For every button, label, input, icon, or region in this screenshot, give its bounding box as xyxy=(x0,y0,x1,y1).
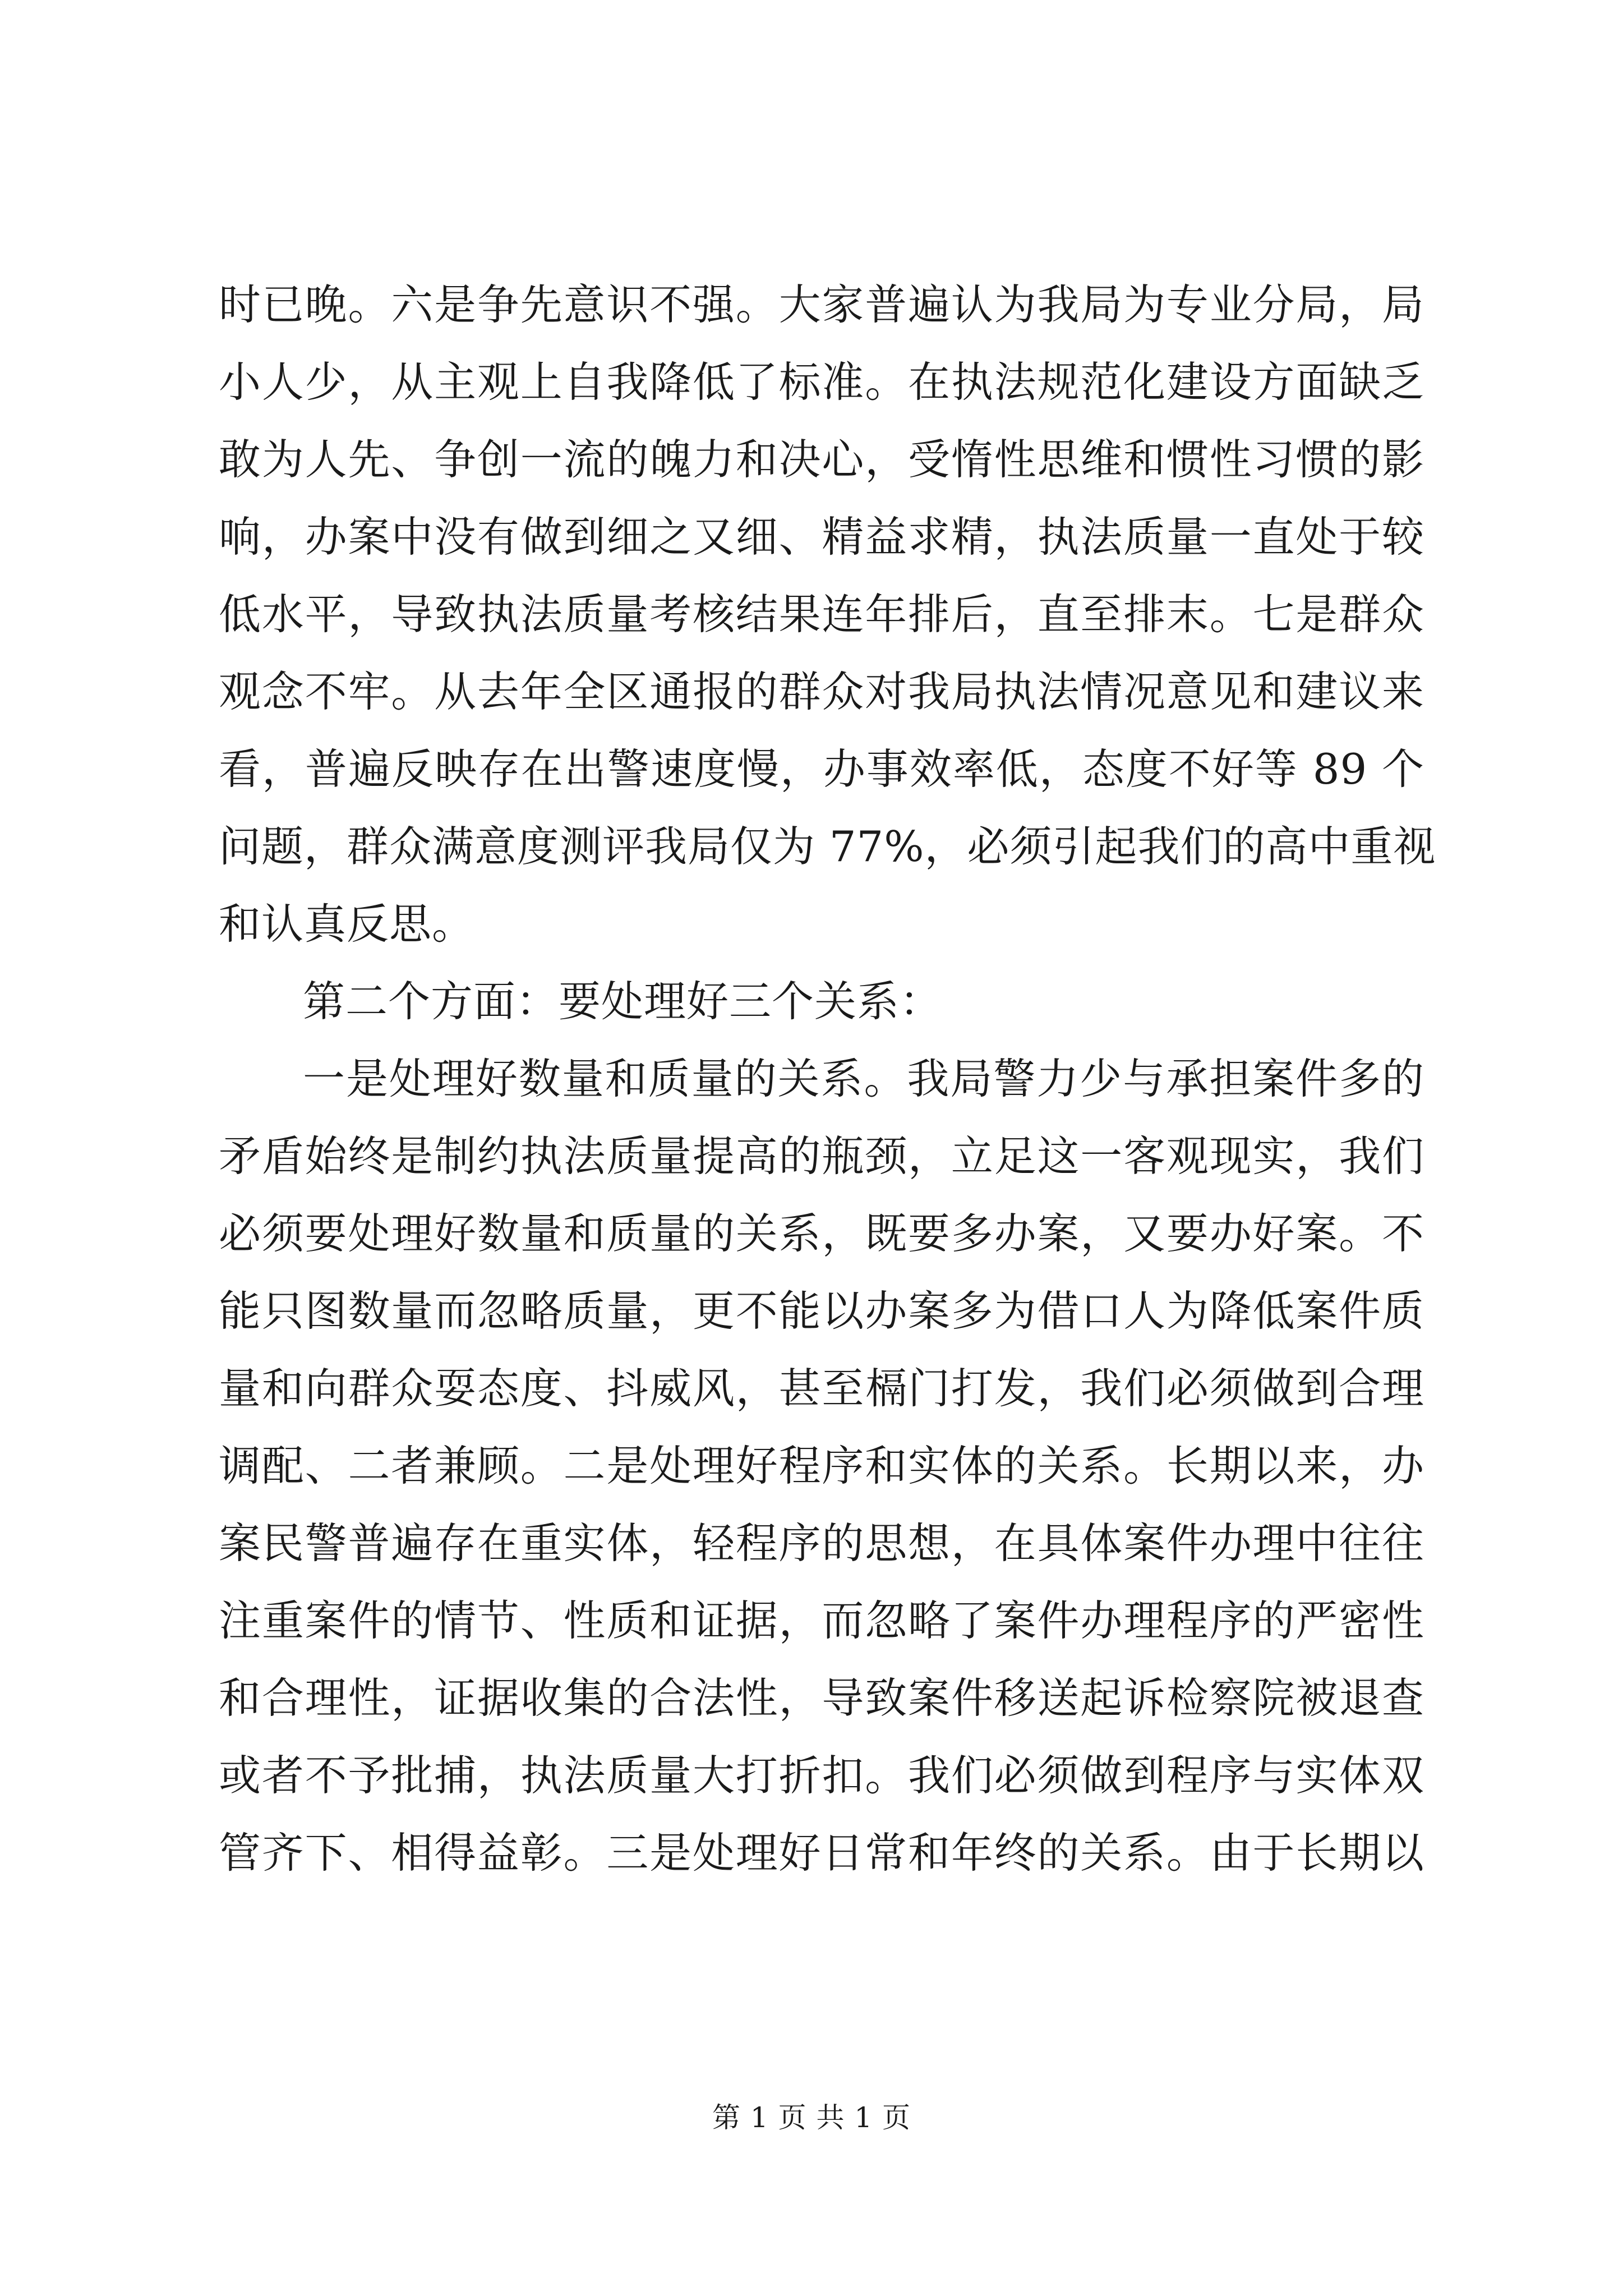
text-line: 管齐下、相得益彰。三是处理好日常和年终的关系。由于长期以 xyxy=(219,1828,1424,1878)
text-line: 量和向群众耍态度、抖威风，甚至槅门打发，我们必须做到合理 xyxy=(219,1364,1424,1413)
section-heading: 第二个方面：要处理好三个关系： xyxy=(303,977,943,1026)
text-line: 和合理性，证据收集的合法性，导致案件移送起诉检察院被退查 xyxy=(219,1673,1424,1723)
text-line: 能只图数量而忽略质量，更不能以办案多为借口人为降低案件质 xyxy=(219,1286,1424,1336)
text-line: 敢为人先、争创一流的魄力和决心，受惰性思维和惯性习惯的影 xyxy=(219,435,1424,484)
text-line: 和认真反思。 xyxy=(219,899,475,949)
text-line: 调配、二者兼顾。二是处理好程序和实体的关系。长期以来，办 xyxy=(219,1441,1424,1490)
text-line: 必须要处理好数量和质量的关系，既要多办案，又要办好案。不 xyxy=(219,1209,1424,1258)
text-line: 观念不牢。从去年全区通报的群众对我局执法情况意见和建议来 xyxy=(219,667,1424,716)
page-number-footer: 第 1 页 共 1 页 xyxy=(712,2101,911,2134)
text-line: 问题，群众满意度测评我局仅为 77%，必须引起我们的高中重视 xyxy=(219,822,1436,871)
text-line: 小人少，从主观上自我降低了标准。在执法规范化建设方面缺乏 xyxy=(219,357,1424,407)
text-line: 时已晚。六是争先意识不强。大家普遍认为我局为专业分局，局 xyxy=(219,280,1424,329)
text-line: 案民警普遍存在重实体，轻程序的思想，在具体案件办理中往往 xyxy=(219,1519,1424,1568)
text-line: 一是处理好数量和质量的关系。我局警力少与承担案件多的 xyxy=(303,1054,1424,1103)
text-line: 注重案件的情节、性质和证据，而忽略了案件办理程序的严密性 xyxy=(219,1596,1424,1645)
text-line: 矛盾始终是制约执法质量提高的瓶颈，立足这一客观现实，我们 xyxy=(219,1131,1424,1181)
text-line: 低水平，导致执法质量考核结果连年排后，直至排末。七是群众 xyxy=(219,590,1424,639)
text-line: 响，办案中没有做到细之又细、精益求精，执法质量一直处于较 xyxy=(219,512,1424,562)
document-body xyxy=(219,266,1436,1892)
text-line: 看，普遍反映存在出警速度慢，办事效率低，态度不好等 89 个 xyxy=(219,744,1424,794)
text-line: 或者不予批捕，执法质量大打折扣。我们必须做到程序与实体双 xyxy=(219,1751,1424,1800)
